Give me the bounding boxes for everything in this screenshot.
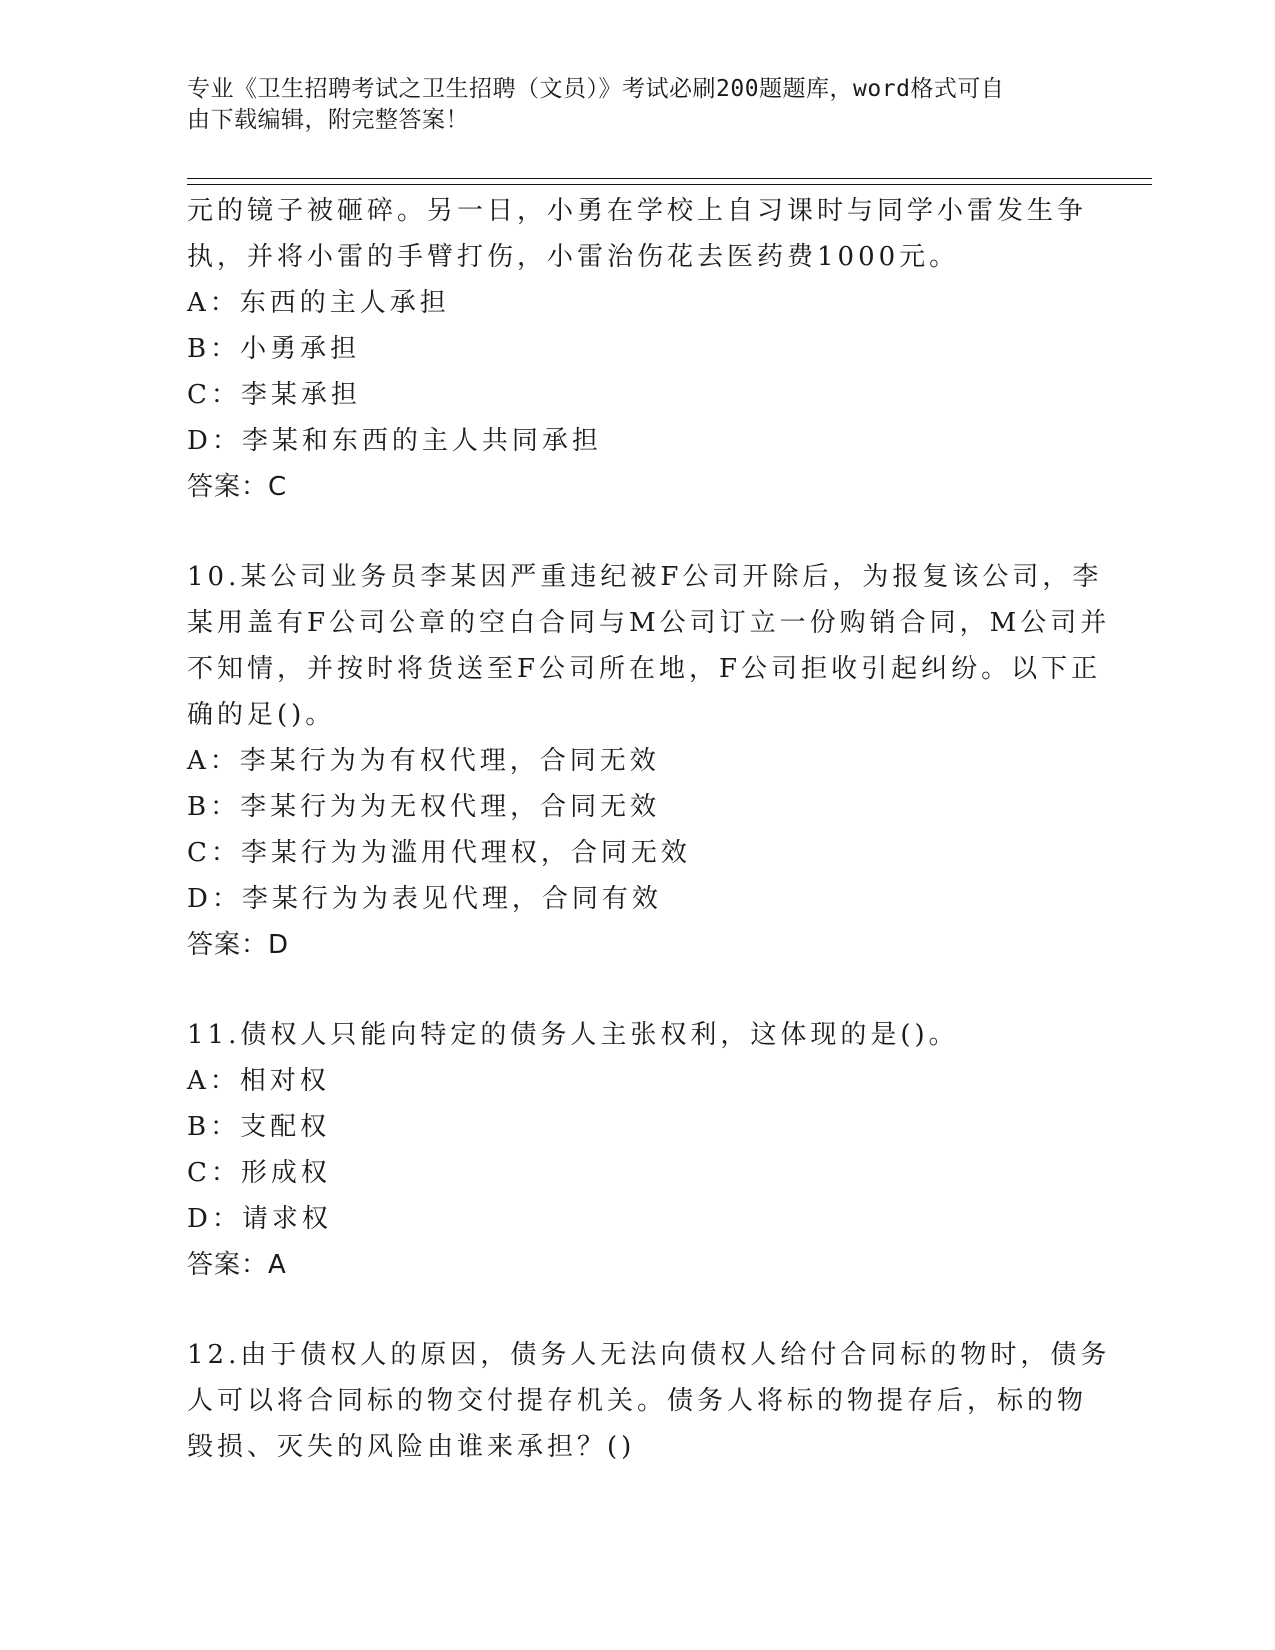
header-divider-top [187,178,1152,179]
option-b: B：小勇承担 [187,334,361,364]
question-10 [187,554,1111,968]
question-stem-line: 毁损、灭失的风险由谁来承担？() [187,1432,636,1462]
option-a: A：东西的主人承担 [187,288,450,318]
question-stem-line: 人可以将合同标的物交付提存机关。债务人将标的物提存后，标的物 [187,1386,1088,1416]
question-stem-line: 12.由于债权人的原因，债务人无法向债权人给付合同标的物时，债务 [187,1340,1111,1370]
answer-label: 答案：A [187,1250,287,1280]
question-stem-line: 某用盖有F公司公章的空白合同与M公司订立一份购销合同，M公司并 [187,608,1111,638]
option-d: D：李某和东西的主人共同承担 [187,426,602,456]
option-c: C：李某承担 [187,380,361,410]
header-divider-bottom [187,184,1152,185]
answer-label: 答案：C [187,472,288,502]
option-a: A：相对权 [187,1066,330,1096]
option-c: C：形成权 [187,1158,331,1188]
question-stem-line: 不知情，并按时将货送至F公司所在地，F公司拒收引起纠纷。以下正 [187,654,1102,684]
option-b: B：李某行为为无权代理，合同无效 [187,792,661,822]
header-line-1: 专业《卫生招聘考试之卫生招聘（文员）》考试必刷200题题库，word格式可自 [187,76,1005,102]
question-stem-line: 执，并将小雷的手臂打伤，小雷治伤花去医药费1000元。 [187,242,960,272]
question-9 [187,188,1087,510]
answer-label: 答案：D [187,930,290,960]
option-d: D：请求权 [187,1204,332,1234]
spacer [187,510,1087,554]
option-c: C：李某行为为滥用代理权，合同无效 [187,838,691,868]
question-12 [187,1332,1111,1470]
question-stem-line: 元的镜子被砸碎。另一日，小勇在学校上自习课时与同学小雷发生争 [187,196,1088,226]
document-body [187,188,1111,1470]
option-b: B：支配权 [187,1112,331,1142]
spacer [187,1288,1087,1332]
question-stem-line: 确的足()。 [187,700,336,730]
document-header [187,74,1067,136]
option-d: D：李某行为为表见代理，合同有效 [187,884,662,914]
spacer [187,968,1087,1012]
question-stem-line: 11.债权人只能向特定的债务人主张权利，这体现的是()。 [187,1020,959,1050]
option-a: A：李某行为为有权代理，合同无效 [187,746,660,776]
header-line-2: 由下载编辑，附完整答案！ [187,107,469,133]
question-stem-line: 10.某公司业务员李某因严重违纪被F公司开除后，为报复该公司，李 [187,562,1103,592]
question-11 [187,1012,1087,1288]
